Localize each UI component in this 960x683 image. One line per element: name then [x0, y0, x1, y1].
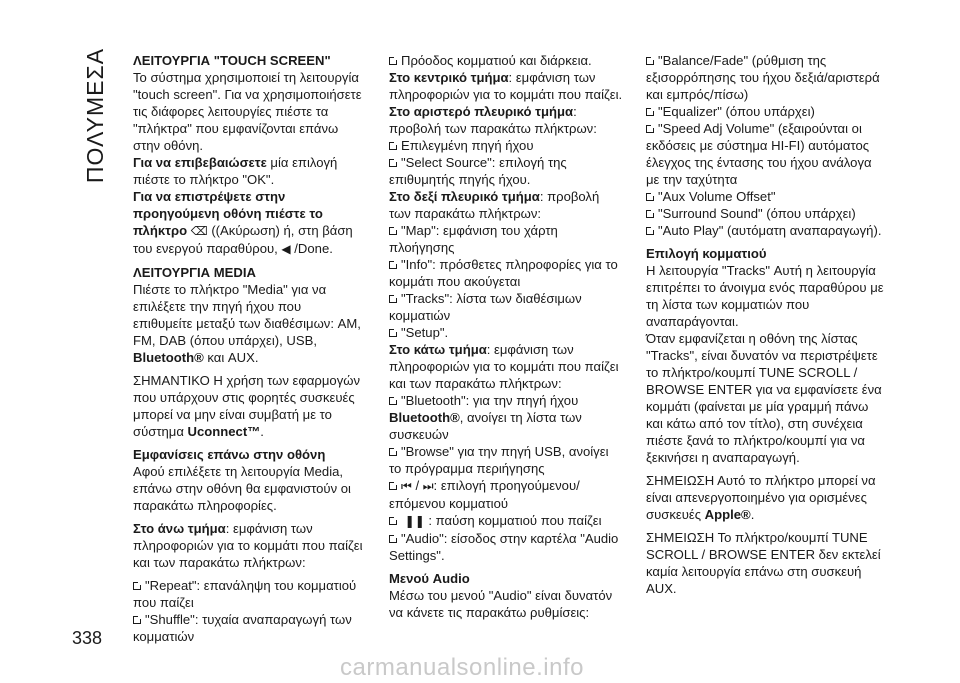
bullet-icon: [389, 517, 397, 525]
previous-track-icon: ⏮: [401, 479, 412, 493]
list-item: "Audio": είσοδος στην καρτέλα "Audio Settings".: [389, 531, 619, 563]
bullet-icon: [646, 57, 654, 65]
heading-audio-menu: Μενού Audio: [389, 571, 470, 586]
bullet-icon: [389, 535, 397, 543]
list-item: "Map": εμφάνιση του χάρτη πλοήγησης: [389, 223, 558, 255]
paragraph: Μέσω του μενού "Audio" είναι δυνατόν να κάνετε τις παρακάτω ρυθμίσεις:: [389, 588, 613, 620]
bullet-icon: [646, 227, 654, 235]
list-item: Επιλεγμένη πηγή ήχου: [389, 137, 623, 154]
bullet-icon: [133, 616, 141, 624]
list-item: "Equalizer" (όπου υπάρχει): [646, 103, 886, 120]
watermark: carmanualsonline.info: [340, 654, 584, 681]
heading-media: ΛΕΙΤΟΥΡΓΙΑ MEDIA: [133, 265, 256, 280]
paragraph: Αφού επιλέξετε τη λειτουργία Media, επάνω στην οθόνη θα εμφανιστούν οι παρακάτω πληροφορίες.: [133, 464, 351, 513]
bullet-icon: [133, 582, 141, 590]
paragraph: Στο άνω τμήμα: εμφάνιση των πληροφοριών για το κομμάτι που παίζει και των παρακάτω πλήκτρων:: [133, 521, 363, 570]
list-item: "Aux Volume Offset": [646, 188, 886, 205]
paragraph: Στο δεξί πλευρικό τμήμα: προβολή των παρακάτω πλήκτρων:: [389, 189, 600, 221]
column-3: [646, 52, 886, 597]
important-note: ΣΗΜΑΝΤΙΚΟ Η χρήση των εφαρμογών που υπάρχουν στις φορητές συσκευές μπορεί να μην είναι συμβατή με το σύστημα Uconnect™.: [133, 373, 361, 439]
paragraph: Όταν εμφανίζεται η οθόνη της λίστας "Tracks", είναι δυνατόν να περιστρέψετε το πλήκτρο/κουμπί TUNE SCROLL / BROWSE ENTER για να εμφανίσετε ένα κομμάτι (φαίνεται με μία γραμμή πάνω και κάτω από τον τίτλο), στη συνέχεια πιέστε ξανά το πλήκτρο/κουμπί για να ξεκινήσει η αναπαραγωγή.: [646, 331, 882, 465]
list-item: "Shuffle": τυχαία αναπαραγωγή των κομματιών: [133, 612, 352, 644]
note: ΣΗΜΕΙΩΣΗ Αυτό το πλήκτρο μπορεί να είναι απενεργοποιημένο για ορισμένες συσκευές Apple®.: [646, 473, 876, 522]
list-item: "Repeat": επανάληψη του κομματιού που παίζει: [133, 578, 357, 610]
paragraph: Πιέστε το πλήκτρο "Media" για να επιλέξετε την πηγή ήχου που επιθυμείτε μεταξύ των διαθέσιμων: AM, FM, DAB (όπου υπάρχει), USB, Bluetooth® και AUX.: [133, 282, 361, 365]
list-item: "Setup".: [389, 324, 623, 341]
list-item: "Auto Play" (αυτόματη αναπαραγωγή).: [646, 222, 886, 239]
bullet-icon: [646, 193, 654, 201]
list-item: "Balance/Fade" (ρύθμιση της εξισορρόπησης του ήχου δεξιά/αριστερά και εμπρός/πίσω): [646, 53, 880, 102]
bullet-icon: [389, 142, 397, 150]
page-number: 338: [72, 628, 103, 648]
heading-screen-displays: Εμφανίσεις επάνω στην οθόνη: [133, 447, 326, 462]
bullet-icon: [389, 397, 397, 405]
list-item: "Browse" για την πηγή USB, ανοίγει το πρόγραμμα περιήγησης: [389, 444, 609, 476]
bullet-icon: [389, 57, 397, 65]
heading-track-selection: Επιλογή κομματιού: [646, 246, 767, 261]
list-item: "Tracks": λίστα των διαθέσιμων κομματιών: [389, 291, 582, 323]
list-item: ⏮ / ⏭: επιλογή προηγούμενου/επόμενου κομματιού: [389, 478, 580, 511]
pause-icon: ❚❚: [404, 514, 425, 528]
column-1: [133, 52, 363, 645]
list-item: "Select Source": επιλογή της επιθυμητής πηγής ήχου.: [389, 155, 567, 187]
heading-touch-screen: ΛΕΙΤΟΥΡΓΙΑ "TOUCH SCREEN": [133, 53, 331, 68]
bullet-icon: [389, 227, 397, 235]
bullet-icon: [389, 159, 397, 167]
list-item: "Info": πρόσθετες πληροφορίες για το κομμάτι που ακούγεται: [389, 257, 618, 289]
backspace-icon: ⌫: [190, 224, 208, 238]
next-track-icon: ⏭: [422, 479, 434, 493]
bullet-icon: [389, 329, 397, 337]
list-item: "Bluetooth": για την πηγή ήχου Bluetooth®, ανοίγει τη λίστα των συσκευών: [389, 393, 582, 442]
paragraph: Για να επιβεβαιώσετε μία επιλογή πιέστε το πλήκτρο "OK".: [133, 155, 338, 187]
paragraph: Στο κάτω τμήμα: εμφάνιση των πληροφοριών για το κομμάτι που παίζει και των παρακάτω πλήκτρων:: [389, 342, 619, 391]
bullet-icon: [389, 482, 397, 490]
paragraph: Το σύστημα χρησιμοποιεί τη λειτουργία "touch screen". Για να χρησιμοποιήσετε τις διάφορες λειτουργίες πιέστε τα "πλήκτρα" που εμφανίζονται επάνω στην οθόνη.: [133, 70, 362, 153]
bullet-icon: [389, 295, 397, 303]
section-title: ΠΟΛΥΜΕΣΑ: [82, 47, 109, 183]
bullet-icon: [389, 261, 397, 269]
paragraph: Στο αριστερό πλευρικό τμήμα: προβολή των παρακάτω πλήκτρων:: [389, 104, 597, 136]
list-item: ❚❚ : παύση κομματιού που παίζει: [389, 512, 623, 530]
back-arrow-icon: ◀: [281, 242, 291, 256]
paragraph: Για να επιστρέψετε στην προηγούμενη οθόνη πιέστε το πλήκτρο ⌫ ((Ακύρωση) ή, στη βάση του ενεργού παραθύρου, ◀ /Done.: [133, 189, 353, 256]
list-item: Πρόοδος κομματιού και διάρκεια.: [389, 52, 623, 69]
bullet-icon: [646, 125, 654, 133]
bullet-icon: [646, 210, 654, 218]
bullet-icon: [389, 448, 397, 456]
paragraph: Η λειτουργία "Tracks" Αυτή η λειτουργία επιτρέπει το άνοιγμα ενός παραθύρου με τη λίστα των κομματιών που αναπαράγονται.: [646, 263, 884, 329]
list-item: "Surround Sound" (όπου υπάρχει): [646, 205, 886, 222]
note: ΣΗΜΕΙΩΣΗ Το πλήκτρο/κουμπί TUNE SCROLL / BROWSE ENTER δεν εκτελεί καμία λειτουργία επάνω στη συσκευή AUX.: [646, 530, 881, 596]
column-2: [389, 52, 623, 621]
paragraph: Στο κεντρικό τμήμα: εμφάνιση των πληροφοριών για το κομμάτι που παίζει.: [389, 70, 623, 102]
bullet-icon: [646, 108, 654, 116]
list-item: "Speed Adj Volume" (εξαιρούνται οι εκδόσεις με σύστημα HI-FI) αυτόματος έλεγχος της έντασης του ήχου ανάλογα με την ταχύτητα: [646, 121, 872, 187]
